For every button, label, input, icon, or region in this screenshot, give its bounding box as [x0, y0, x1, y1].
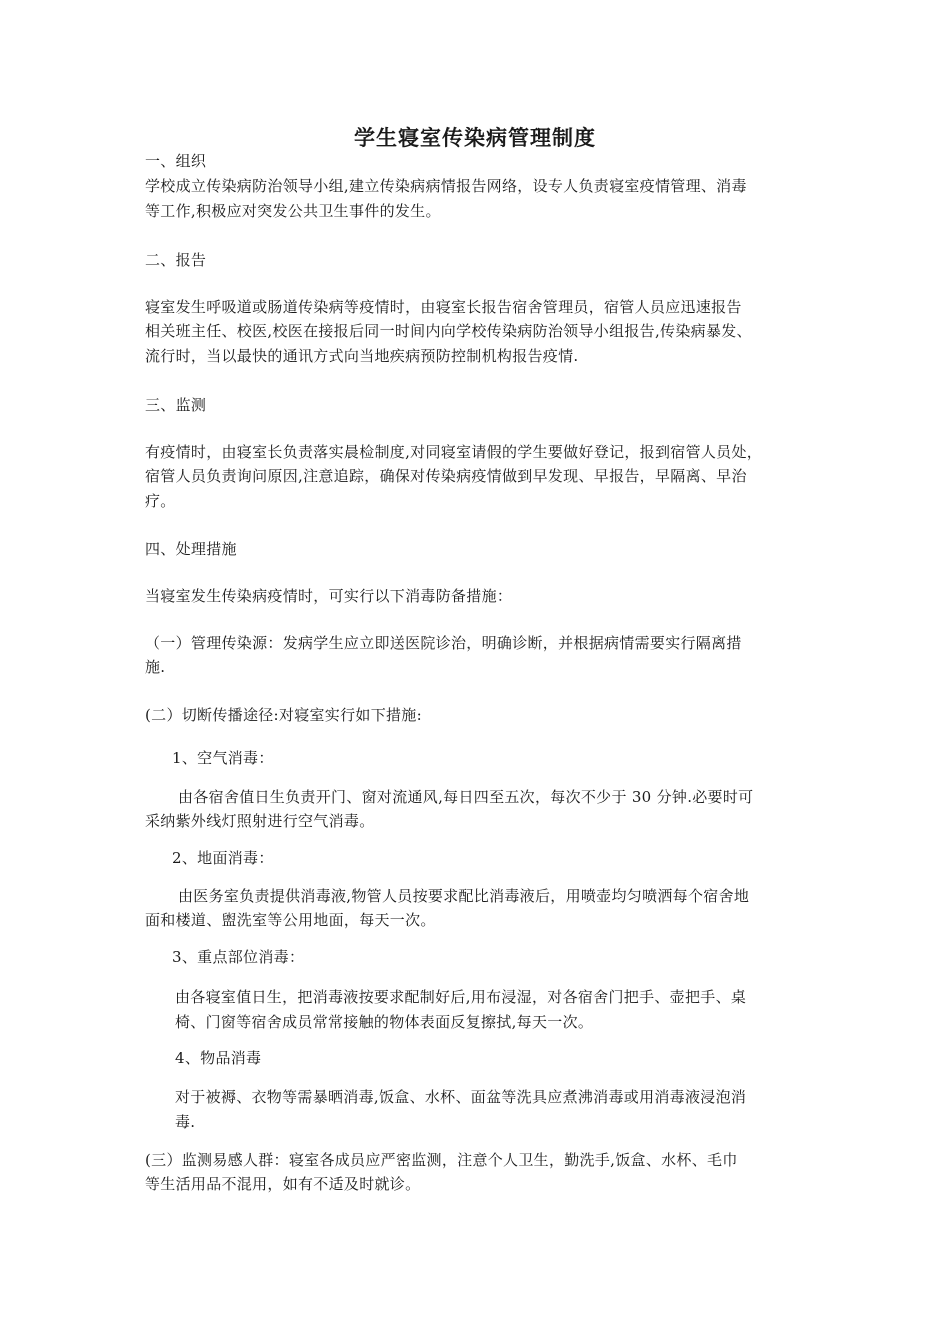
- paragraph-line: 相关班主任、校医,校医在接报后同一时间内向学校传染病防治领导小组报告,传染病暴发、: [145, 322, 752, 340]
- subsection-heading-air: 1、空气消毒：: [172, 749, 274, 767]
- paragraph-line: 当寝室发生传染病疫情时，可实行以下消毒防备措施：: [145, 587, 513, 605]
- paragraph-line: 学校成立传染病防治领导小组,建立传染病病情报告网络，设专人负责寝室疫情管理、消毒: [145, 177, 747, 195]
- section-heading-measures: 四、处理措施: [145, 540, 237, 558]
- paragraph-line: 由各寝室值日生，把消毒液按要求配制好后,用布浸湿，对各宿舍门把手、壶把手、桌: [175, 988, 747, 1006]
- paragraph-line: 由各宿舍值日生负责开门、窗对流通风,每日四至五次，每次不少于 30 分钟.必要时可: [178, 788, 754, 806]
- paragraph-line: 寝室发生呼吸道或肠道传染病等疫情时，由寝室长报告宿舍管理员，宿管人员应迅速报告: [145, 298, 742, 316]
- paragraph-line: 施.: [145, 658, 166, 676]
- section-heading-monitoring: 三、监测: [145, 396, 207, 414]
- measure-item-2: (二）切断传播途径:对寝室实行如下措施:: [145, 706, 422, 724]
- subsection-heading-floor: 2、地面消毒：: [172, 849, 274, 867]
- measure-item-1: （一）管理传染源：发病学生应立即送医院诊治，明确诊断，并根据病情需要实行隔离措: [145, 634, 742, 652]
- paragraph-line: 毒.: [175, 1113, 196, 1131]
- paragraph-line: 宿管人员负责询问原因,注意追踪，确保对传染病疫情做到早发现、早报告，早隔离、早治: [145, 467, 747, 485]
- document-title: 学生寝室传染病管理制度: [354, 125, 596, 150]
- paragraph-line: 面和楼道、盥洗室等公用地面，每天一次。: [145, 911, 436, 929]
- section-heading-report: 二、报告: [145, 251, 207, 269]
- paragraph-line: 椅、门窗等宿舍成员常常接触的物体表面反复擦拭,每天一次。: [175, 1013, 594, 1031]
- paragraph-line: 有疫情时，由寝室长负责落实晨检制度,对同寝室请假的学生要做好登记，报到宿管人员处，: [145, 443, 763, 461]
- paragraph-line: 由医务室负责提供消毒液,物管人员按要求配比消毒液后，用喷壶均匀喷洒每个宿舍地: [178, 887, 750, 905]
- paragraph-line: 等工作,积极应对突发公共卫生事件的发生。: [145, 202, 441, 220]
- paragraph-line: 流行时，当以最快的通讯方式向当地疾病预防控制机构报告疫情.: [145, 347, 579, 365]
- paragraph-line: 等生活用品不混用，如有不适及时就诊。: [145, 1175, 421, 1193]
- subsection-heading-items: 4、物品消毒: [175, 1049, 262, 1067]
- subsection-heading-key-areas: 3、重点部位消毒：: [172, 948, 305, 966]
- paragraph-line: 对于被褥、衣物等需暴晒消毒,饭盒、水杯、面盆等洗具应煮沸消毒或用消毒液浸泡消: [175, 1088, 747, 1106]
- paragraph-line: 采纳紫外线灯照射进行空气消毒。: [145, 812, 375, 830]
- section-heading-organization: 一、组织: [145, 152, 207, 170]
- measure-item-3: (三）监测易感人群：寝室各成员应严密监测，注意个人卫生，勤洗手,饭盒、水杯、毛巾: [145, 1151, 738, 1169]
- paragraph-line: 疗。: [145, 492, 176, 510]
